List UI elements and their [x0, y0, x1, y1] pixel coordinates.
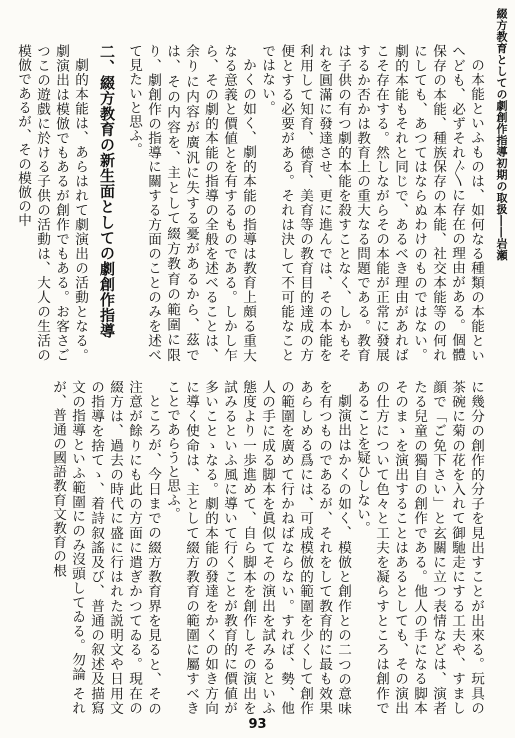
paragraph: に幾分の創作的分子を見出すことが出來る。玩具の茶碗に菊の花を入れて御馳走にする工夫や、すまし顔で「ご免下さい」と玄關に立つ表情などは、演者たる兒童の獨自の創作である。他人の手になる脚本そのまゝを演出することはあるとしても、その演出の仕方について色々と工夫を凝らすところは創作であることを疑ひしない。 — [354, 380, 484, 715]
paragraph: ところが、今日までの綴方教育界を見ると、その注意が餘りにも此の方面に遣ぎかつてゐる。現在の綴方は、過去の時代に盛に行はれた説明文や日用文の指導を捨てゝ、着詩叙謠及び、普通の叙述及描寫文の指導といふ範圍にのみ沒頭してゐる。勿論 それが、普通の國語教育文教育の根 — [50, 380, 161, 715]
upper-text-block — [9, 44, 485, 362]
paragraph: 劇的本能は、あらはれて劇演出の活動となる。劇演出は模倣でもあるが創作でもある。お客さごつこの遊戲に於ける子供の活動は、大人の生活の模倣であるが、その模倣の中 — [15, 44, 88, 362]
lower-text-block — [9, 380, 485, 715]
section-heading: 二、綴方教育の新生面としての劇創作指導 — [98, 44, 116, 339]
paragraph: 劇演出はかくの如く、模倣と創作との二つの意味を有つものであるが、それをして教育的に最も效果あらしめる爲には、可成模倣的範圍を少くして創作の範圍を廣めて行かねばならない。すれば、勢、他人の手に成る脚本を眞似てその演出を試みるといふ態度より一歩進めて、自ら脚本を創作しその演出を試みるといふ風に導いて行くことが教育的に價値が多いことゝなる。劇的本能の發達をかくの如き方向に導く使命は、主として綴方教育の範圍に屬すべきことであらうと思ふ。 — [164, 380, 351, 715]
paragraph: かくの如く、劇的本能の指導は教育上頗る重大なる意義と價値とを有するものである。しかし乍ら、その劇的本能の指導の全般を述べることは、余りに内容が廣汎に失する憂があるから、茲では、その内容を、主として綴方教育の範圍に限り、劇創作の指導に關する方面のことのみを述べて見たいと思ふ。 — [126, 44, 256, 362]
lower-column-text — [48, 380, 485, 715]
running-header: 綴方教育としての劇創作指導初期の取扱――岩瀬 — [495, 8, 508, 261]
page-number: 93 — [248, 717, 267, 732]
upper-column-text — [13, 44, 485, 362]
paragraph: の本能といふものは、如何なる種類の本能といへども、必ずそれ〴〵に存在の理由がある。個體保存の本能、種族保存の本能、社交本能等の何れにしても、あつてはならぬわけのものではない。劇的本能もそれと同じで、あるべき理由があればこそ存在する。然しながらその本能が正常に發展するか否かは教育上の重大なる問題である。教育は子供の有つ劇的本能を殺すことなく、しかもそれを圓滿に發達させ、更に進んでは、その本能を利用して知育、徳育、美育等の教育目的達成の方便とする必要がある。それは決して不可能なことではない。 — [259, 44, 484, 362]
